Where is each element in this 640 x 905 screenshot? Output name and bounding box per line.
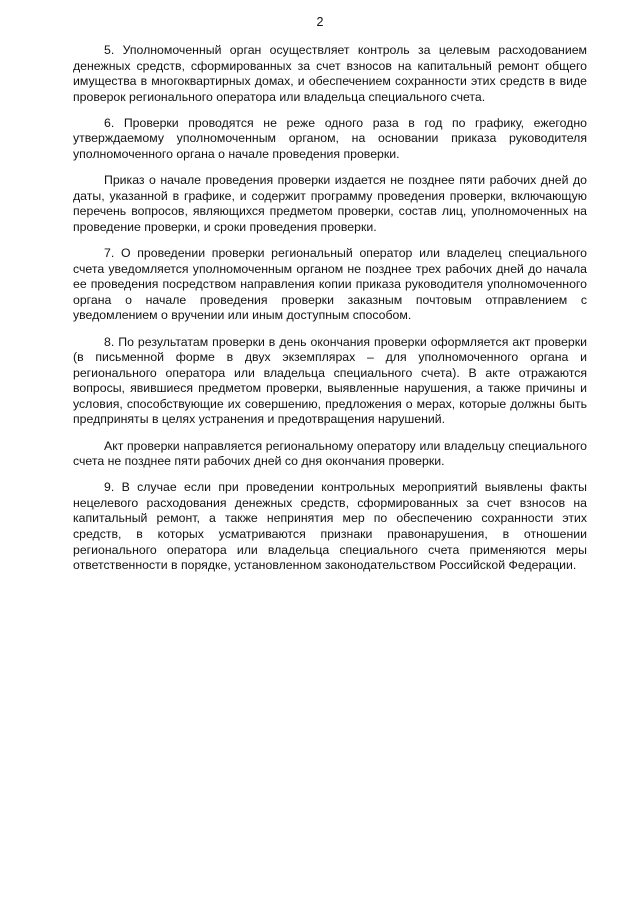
paragraph-item-6: 6. Проверки проводятся не реже одного раза в год по графику, ежегодно утверждаемому уполномоченным органом, на основании приказа руководителя уполномоченного органа о начале проведения проверки. (73, 115, 587, 162)
paragraph-order-content: Приказ о начале проведения проверки издается не позднее пяти рабочих дней до даты, указанной в графике, и содержит программу проведения проверки, включающую перечень вопросов, являющихся предметом проверки, состав лиц, уполномоченных на проведение проверки, и сроки проведения проверки. (73, 173, 587, 234)
paragraph-item-8: 8. По результатам проверки в день окончания проверки оформляется акт проверки (в письменной форме в двух экземплярах – для уполномоченного органа и регионального оператора или владельца специального счета). В акте отражаются вопросы, явившиеся предметом проверки, выявленные нарушения, а также причины и условия, способствующие их совершению, предложения о мерах, которые должны быть предприняты в целях устранения и предотвращения нарушений. (73, 334, 587, 427)
document-body (73, 43, 587, 584)
paragraph-act-delivery: Акт проверки направляется региональному оператору или владельцу специального счета не позднее пяти рабочих дней со дня окончания проверки. (73, 438, 587, 469)
page-number: 2 (316, 15, 324, 29)
paragraph-item-9: 9. В случае если при проведении контрольных мероприятий выявлены факты нецелевого расходования денежных средств, сформированных за счет взносов на капитальный ремонт, а также непринятия мер по обеспечению сохранности этих средств, в которых усматриваются признаки правонарушения, в отношении регионального оператора или владельца специального счета применяются меры ответственности в порядке, установленном законодательством Российской Федерации. (73, 480, 587, 573)
paragraph-item-5: 5. Уполномоченный орган осуществляет контроль за целевым расходованием денежных средств, сформированных за счет взносов на капитальный ремонт общего имущества в многоквартирных домах, и обеспечением сохранности этих средств в виде проверок регионального оператора или владельца специального счета. (73, 43, 587, 104)
paragraph-item-7: 7. О проведении проверки региональный оператор или владелец специального счета уведомляется уполномоченным органом не позднее трех рабочих дней до начала ее проведения посредством направления копии приказа руководителя уполномоченного органа о начале проведения проверки заказным почтовым отправлением с уведомлением о вручении или иным доступным способом. (73, 246, 587, 323)
